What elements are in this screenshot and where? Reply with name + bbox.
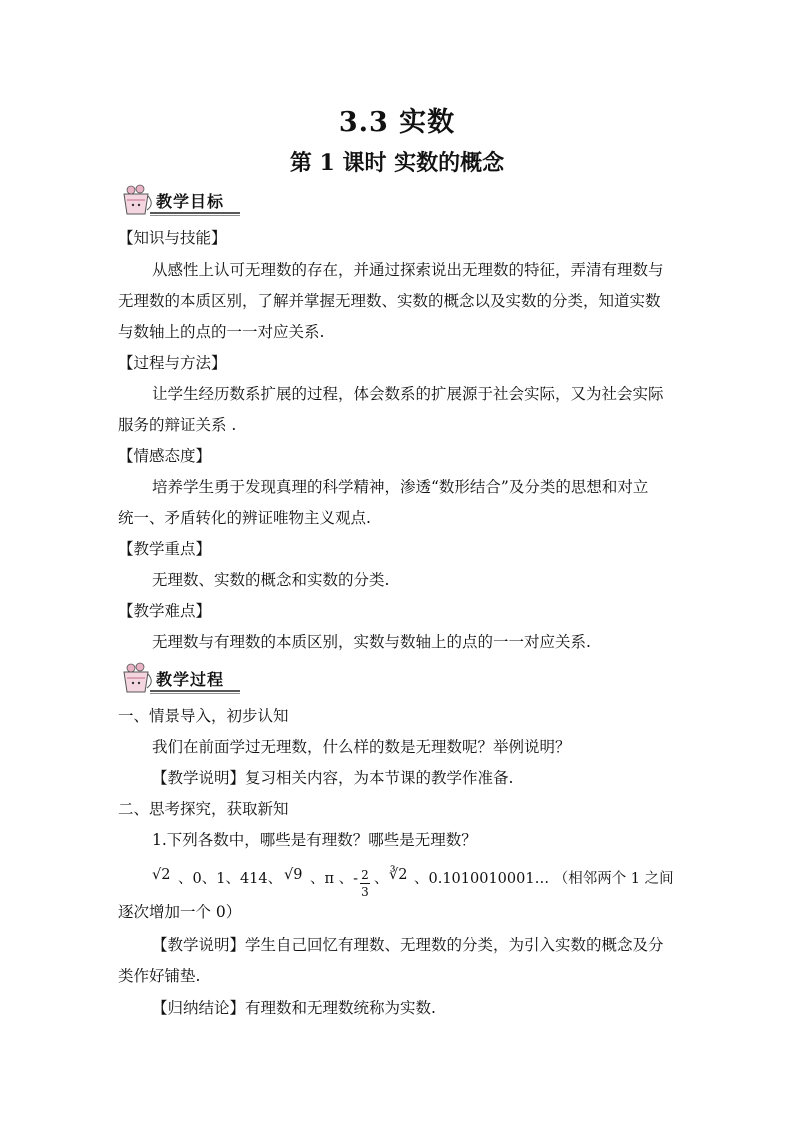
difficulty-heading: 【教学难点】 xyxy=(118,602,212,620)
badge-label-goals: 教学目标 xyxy=(156,192,225,211)
sqrt-2: √2 xyxy=(152,867,171,883)
section-1-line-1: 我们在前面学过无理数，什么样的数是无理数呢？举例说明？ xyxy=(152,738,571,756)
section-badge-process xyxy=(118,662,242,696)
section-badge-goals xyxy=(118,184,242,218)
separator-3: 、 xyxy=(374,871,389,887)
method-line-1: 让学生经历数系扩展的过程，体会数系的扩展源于社会实际，又为社会实际 xyxy=(152,385,664,403)
section-1-heading: 一、情景导入，初步认知 xyxy=(118,707,289,725)
separator-2: 、π 、- xyxy=(310,871,359,887)
section-1-line-2: 【教学说明】复习相关内容，为本节课的教学作准备. xyxy=(152,769,514,787)
method-heading: 【过程与方法】 xyxy=(118,354,227,372)
number-list-expression xyxy=(152,860,682,899)
badge-label-process: 教学过程 xyxy=(156,670,225,689)
section-2-heading: 二、思考探究，获取新知 xyxy=(118,800,289,818)
page-title: 3.3 实数 xyxy=(338,107,456,138)
emotion-heading: 【情感态度】 xyxy=(118,447,212,465)
method-line-2: 服务的辩证关系 . xyxy=(118,416,237,434)
difficulty-line-1: 无理数与有理数的本质区别，实数与数轴上的点的一一对应关系. xyxy=(152,633,591,651)
emotion-line-1: 培养学生勇于发现真理的科学精神，渗透“数形结合”及分类的思想和对立 xyxy=(152,478,649,496)
focus-line-1: 无理数、实数的概念和实数的分类. xyxy=(152,571,390,589)
cube-root-2: ∛2 xyxy=(389,867,408,883)
fraction-numerator: 2 xyxy=(361,868,369,882)
section-2-line-1: 1.下列各数中，哪些是有理数？哪些是无理数？ xyxy=(152,831,477,849)
section-2-line-3: 【教学说明】学生自己回忆有理数、无理数的分类，为引入实数的概念及分 xyxy=(152,936,664,954)
emotion-line-2: 统一、矛盾转化的辨证唯物主义观点. xyxy=(118,509,371,527)
section-2-line-5: 【归纳结论】有理数和无理数统称为实数. xyxy=(152,999,436,1017)
knowledge-line-1: 从感性上认可无理数的存在，并通过探索说出无理数的特征，弄清有理数与 xyxy=(152,261,664,279)
knowledge-line-2: 无理数的本质区别，了解并掌握无理数、实数的概念以及实数的分类，知道实数 xyxy=(118,292,661,310)
section-2-line-4: 类作好铺垫. xyxy=(118,967,201,985)
fraction-bar xyxy=(360,883,370,884)
fraction-two-thirds xyxy=(359,867,371,900)
separator-1: 、0、1、414、 xyxy=(178,871,283,887)
knowledge-heading: 【知识与技能】 xyxy=(118,229,227,247)
focus-heading: 【教学重点】 xyxy=(118,540,212,558)
page-subtitle: 第 1 课时 实数的概念 xyxy=(289,150,505,176)
knowledge-line-3: 与数轴上的点的一一对应关系. xyxy=(118,323,325,341)
sqrt-9: √9 xyxy=(284,867,303,883)
expression-tail: 、0.1010010001… （相邻两个 1 之间 xyxy=(414,871,674,887)
fraction-denominator: 3 xyxy=(361,885,369,899)
section-2-line-2: 逐次增加一个 0） xyxy=(118,903,242,921)
